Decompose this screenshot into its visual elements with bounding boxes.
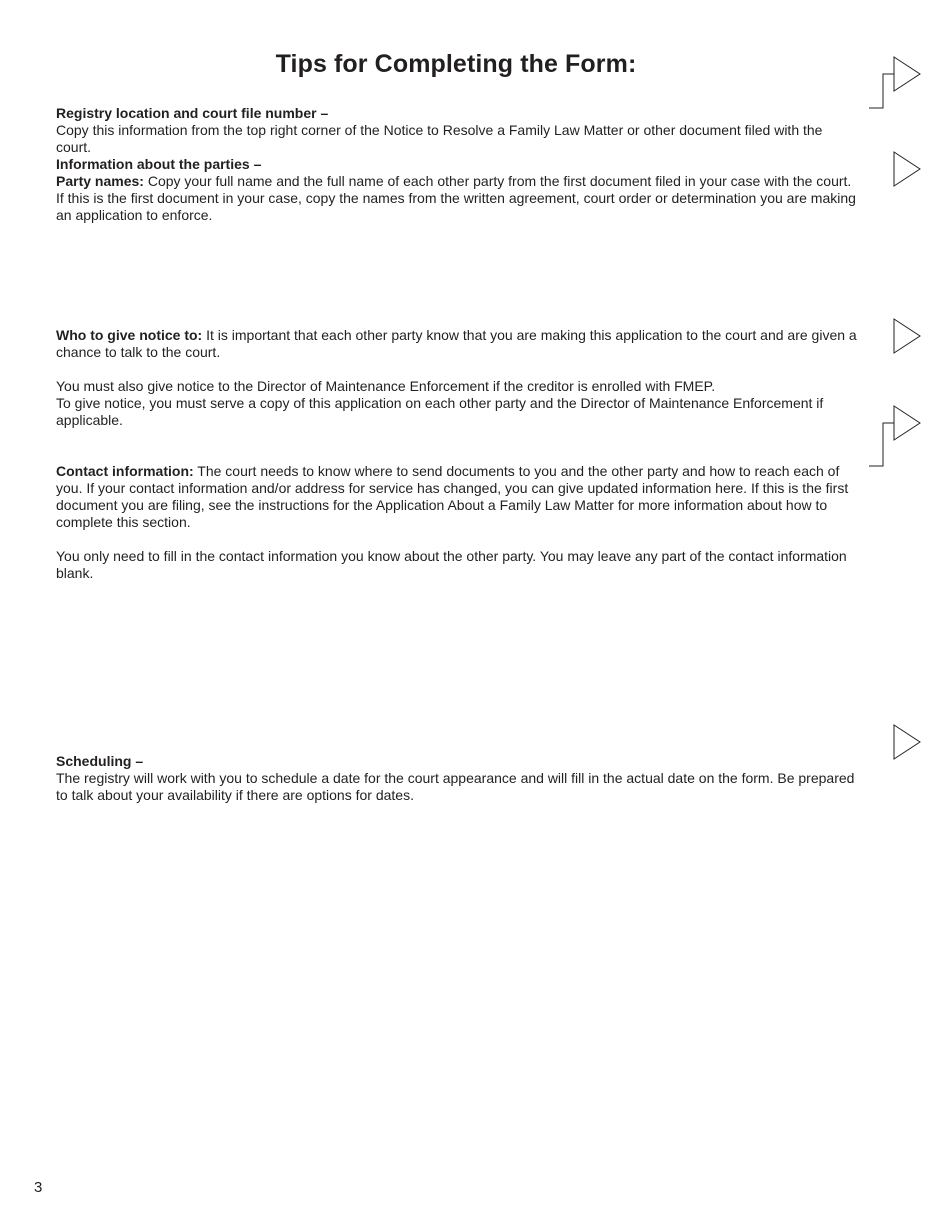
- page-number: 3: [34, 1179, 43, 1196]
- triangle-marker-icon: [866, 317, 926, 377]
- notice-text: It is important that each other party know that you are making this application to the court and are given a chance to talk to the court.: [56, 327, 857, 360]
- flag-marker-icon: [866, 55, 926, 115]
- notice-section: [56, 327, 861, 429]
- registry-section: [56, 105, 861, 156]
- contact-text: The court needs to know where to send documents to you and the other party and how to reach each of you. If your contact information and/or address for service has changed, you can give updated information here. If this is the first document you are filing, see the instructions for the Application About a Family Law Matter for more information about how to complete this section.: [56, 463, 849, 530]
- contact-other-party-text: You only need to fill in the contact information you know about the other party. You may leave any part of the contact information blank.: [56, 548, 847, 581]
- contact-section: [56, 463, 861, 582]
- contact-paragraph: [56, 463, 861, 531]
- scheduling-section: [56, 753, 861, 804]
- notice-serve-text: To give notice, you must serve a copy of this application on each other party and the Director of Maintenance Enforcement if applicable.: [56, 395, 824, 428]
- registry-text: Copy this information from the top right corner of the Notice to Resolve a Family Law Matter or other document filed with the court.: [56, 122, 823, 155]
- page-title: Tips for Completing the Form:: [275, 50, 637, 78]
- notice-label: Who to give notice to:: [56, 327, 203, 343]
- flag-marker-icon: [866, 404, 926, 464]
- parties-heading: Information about the parties –: [56, 156, 262, 172]
- notice-paragraph: [56, 327, 861, 361]
- contact-label: Contact information:: [56, 463, 194, 479]
- party-names-label: Party names:: [56, 173, 144, 189]
- triangle-marker-icon: [866, 723, 926, 783]
- party-names-paragraph: [56, 173, 861, 224]
- scheduling-text: The registry will work with you to schedule a date for the court appearance and will fill in the actual date on the form. Be prepared to talk about your availability if there are options for dates.: [56, 770, 855, 803]
- parties-section: [56, 156, 861, 224]
- notice-fmep-text: You must also give notice to the Director of Maintenance Enforcement if the creditor is enrolled with FMEP.: [56, 378, 716, 394]
- triangle-marker-icon: [866, 150, 926, 210]
- registry-heading: Registry location and court file number –: [56, 105, 329, 121]
- party-names-text: Copy your full name and the full name of each other party from the first document filed in your case with the court. If this is the first document in your case, copy the names from the written agreement, court order or determination you are making an application to enforce.: [56, 173, 856, 223]
- scheduling-heading: Scheduling –: [56, 753, 144, 769]
